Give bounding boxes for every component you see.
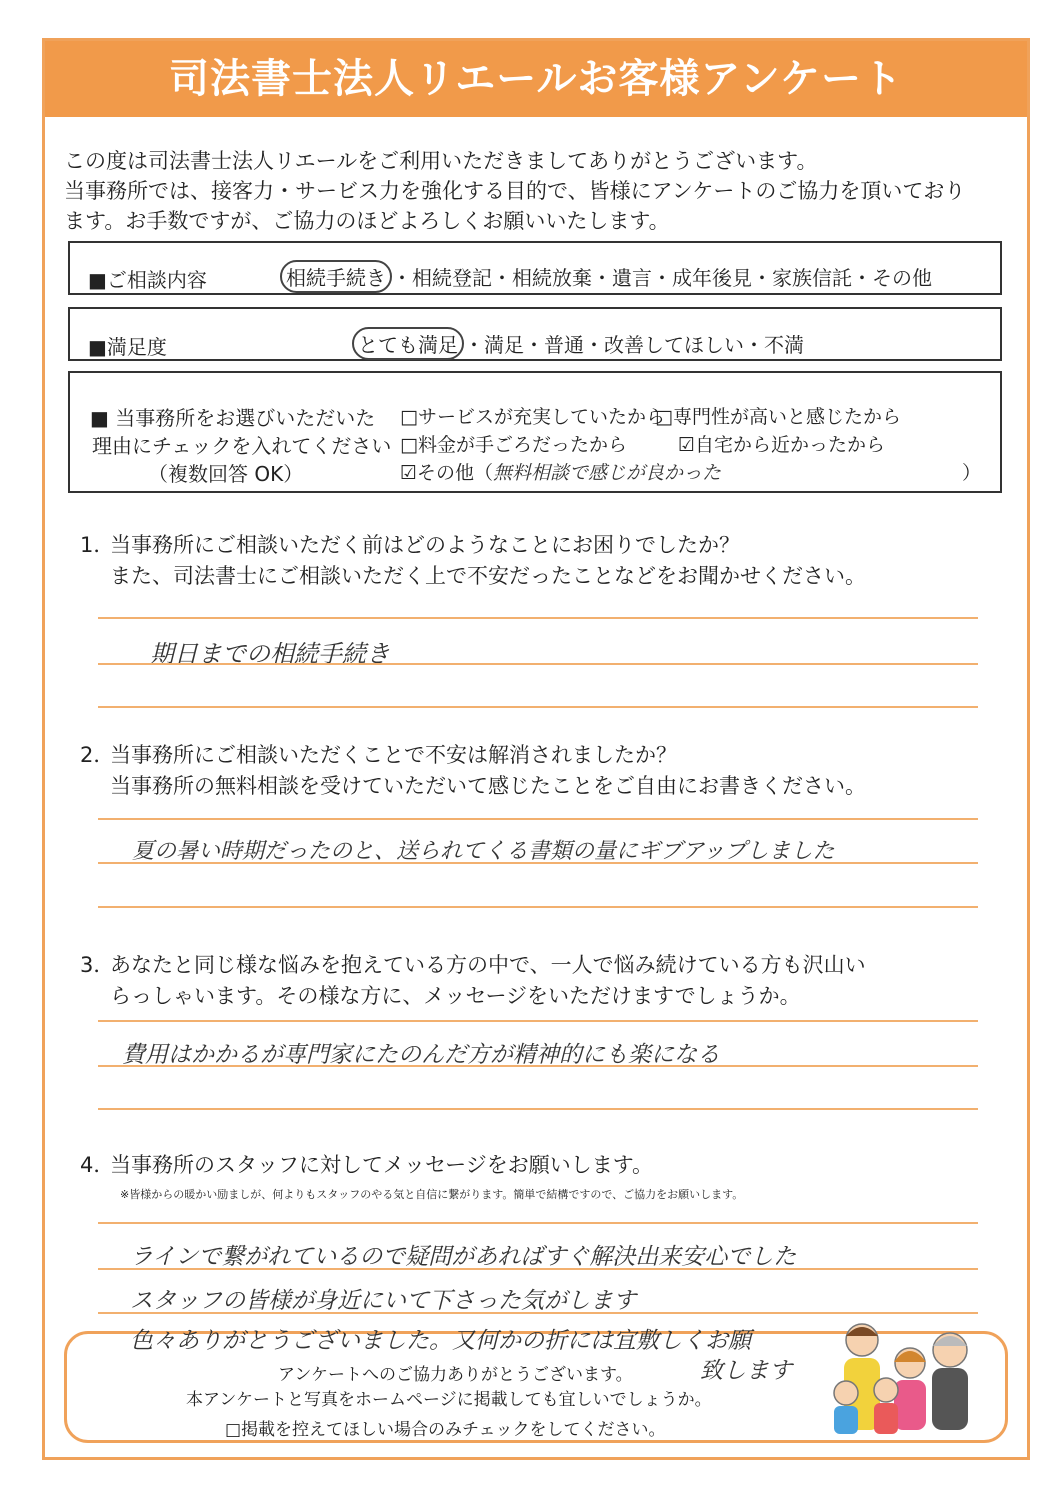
answer-2-text[interactable]: 夏の暑い時期だったのと、送られてくる書類の量にギブアップしました (132, 839, 835, 864)
answer-4-line-3[interactable]: 色々ありがとうございました。又何かの折には宜敷しくお願 (130, 1328, 751, 1354)
question-3-line-2: らっしゃいます。その様な方に、メッセージをいただけますでしょうか。 (110, 984, 801, 1008)
question-3 (80, 950, 866, 1012)
question-3-line-1: あなたと同じ様な悩みを抱えている方の中で、一人で悩み続けている方も沢山い (110, 953, 866, 977)
reason-other-close-paren: ） (962, 462, 982, 484)
answer-1-rule-3 (98, 706, 978, 708)
reason-service-checkbox[interactable]: □サービスが充実していたから (400, 406, 665, 428)
question-3-number: 3． (80, 953, 115, 977)
reason-price-checkbox[interactable]: □料金が手ごろだったから (400, 434, 627, 456)
reason-expertise-checkbox[interactable]: □専門性が高いと感じたから (655, 406, 901, 428)
reason-nearby-checkbox[interactable]: ☑自宅から近かったから (678, 434, 886, 456)
satisfaction-label: ■満足度 (88, 335, 167, 359)
question-2-number: 2． (80, 743, 115, 767)
answer-4-rule-2 (98, 1268, 978, 1270)
grandfather-figure (932, 1333, 968, 1430)
question-2 (80, 740, 866, 802)
question-4-line-1: 当事務所のスタッフに対してメッセージをお願いします。 (110, 1153, 654, 1177)
reasons-label-2: 理由にチェックを入れてください (92, 434, 392, 458)
intro-line-1: この度は司法書士法人リエールをご利用いただきましてありがとうございます。 (64, 149, 818, 173)
satisfaction-other-options: ・満足・普通・改善してほしい・不満 (464, 333, 804, 357)
question-4 (80, 1150, 653, 1181)
reason-other-handwritten: 無料相談で感じが良かった (493, 462, 722, 484)
question-1-line-1: 当事務所にご相談いただく前はどのようなことにお困りでしたか？ (110, 533, 740, 557)
question-1-number: 1． (80, 533, 115, 557)
question-2-line-1: 当事務所にご相談いただくことで不安は解消されましたか？ (110, 743, 677, 767)
consult-options (280, 260, 932, 293)
footer-thanks: アンケートへのご協力ありがとうございます。 (278, 1365, 633, 1385)
answer-4-line-4[interactable]: 致します (700, 1358, 792, 1384)
child-figure (834, 1381, 858, 1434)
answer-3-rule-2 (98, 1065, 978, 1067)
intro-text (64, 146, 1009, 236)
satisfaction-options (352, 327, 804, 360)
family-illustration (800, 1318, 972, 1438)
answer-4-rule-3 (98, 1312, 978, 1314)
answer-4-line-1[interactable]: ラインで繋がれているので疑問があればすぐ解決出来安心でした (130, 1244, 797, 1270)
answer-1-rule-2 (98, 663, 978, 665)
question-2-line-2: 当事務所の無料相談を受けていただいて感じたことをご自由にお書きください。 (110, 774, 866, 798)
intro-line-2: 当事務所では、接客力・サービス力を強化する目的で、皆様にアンケートのご協力を頂いており (64, 179, 966, 203)
answer-3-text[interactable]: 費用はかかるが専門家にたのんだ方が精神的にも楽になる (122, 1042, 720, 1068)
consult-label: ■ご相談内容 (88, 268, 207, 292)
question-4-number: 4． (80, 1153, 115, 1177)
footer-optout-checkbox[interactable]: □掲載を控えてほしい場合のみチェックをしてください。 (225, 1420, 666, 1440)
answer-1-rule-1 (98, 617, 978, 619)
girl-figure (874, 1378, 898, 1434)
answer-1-text[interactable]: 期日までの相続手続き (150, 640, 390, 668)
answer-4-line-2[interactable]: スタッフの皆様が身近にいて下さった気がします (130, 1288, 636, 1314)
satisfaction-selected-option[interactable]: とても満足 (352, 327, 464, 360)
reason-other-checkbox[interactable] (400, 458, 721, 485)
question-1-line-2: また、司法書士にご相談いただく上で不安だったことなどをお聞かせください。 (110, 564, 866, 588)
question-4-note: ※皆様からの暖かい励ましが、何よりもスタッフのやる気と自信に繋がります。簡単で結構ですので、ご協力をお願いします。 (120, 1188, 744, 1201)
answer-3-rule-3 (98, 1108, 978, 1110)
consult-selected-option[interactable]: 相続手続き (280, 260, 392, 293)
intro-line-3: ます。お手数ですが、ご協力のほどよろしくお願いいたします。 (64, 209, 670, 233)
answer-4-rule-1 (98, 1222, 978, 1224)
question-1 (80, 530, 866, 592)
footer-publish-question: 本アンケートと写真をホームページに掲載しても宜しいでしょうか。 (186, 1390, 712, 1410)
reasons-label-1: ■ 当事務所をお選びいただいた (90, 406, 376, 430)
mother-figure (894, 1348, 926, 1430)
reason-other-prefix: ☑その他（ (400, 462, 494, 484)
answer-2-rule-2 (98, 862, 978, 864)
answer-3-rule-1 (98, 1020, 978, 1022)
consult-other-options: ・相続登記・相続放棄・遺言・成年後見・家族信託・その他 (392, 266, 932, 290)
answer-2-rule-3 (98, 906, 978, 908)
reasons-label-3: （複数回答 OK） (148, 462, 304, 486)
page-title: 司法書士法人リエールお客様アンケート (45, 41, 1027, 117)
answer-2-rule-1 (98, 818, 978, 820)
